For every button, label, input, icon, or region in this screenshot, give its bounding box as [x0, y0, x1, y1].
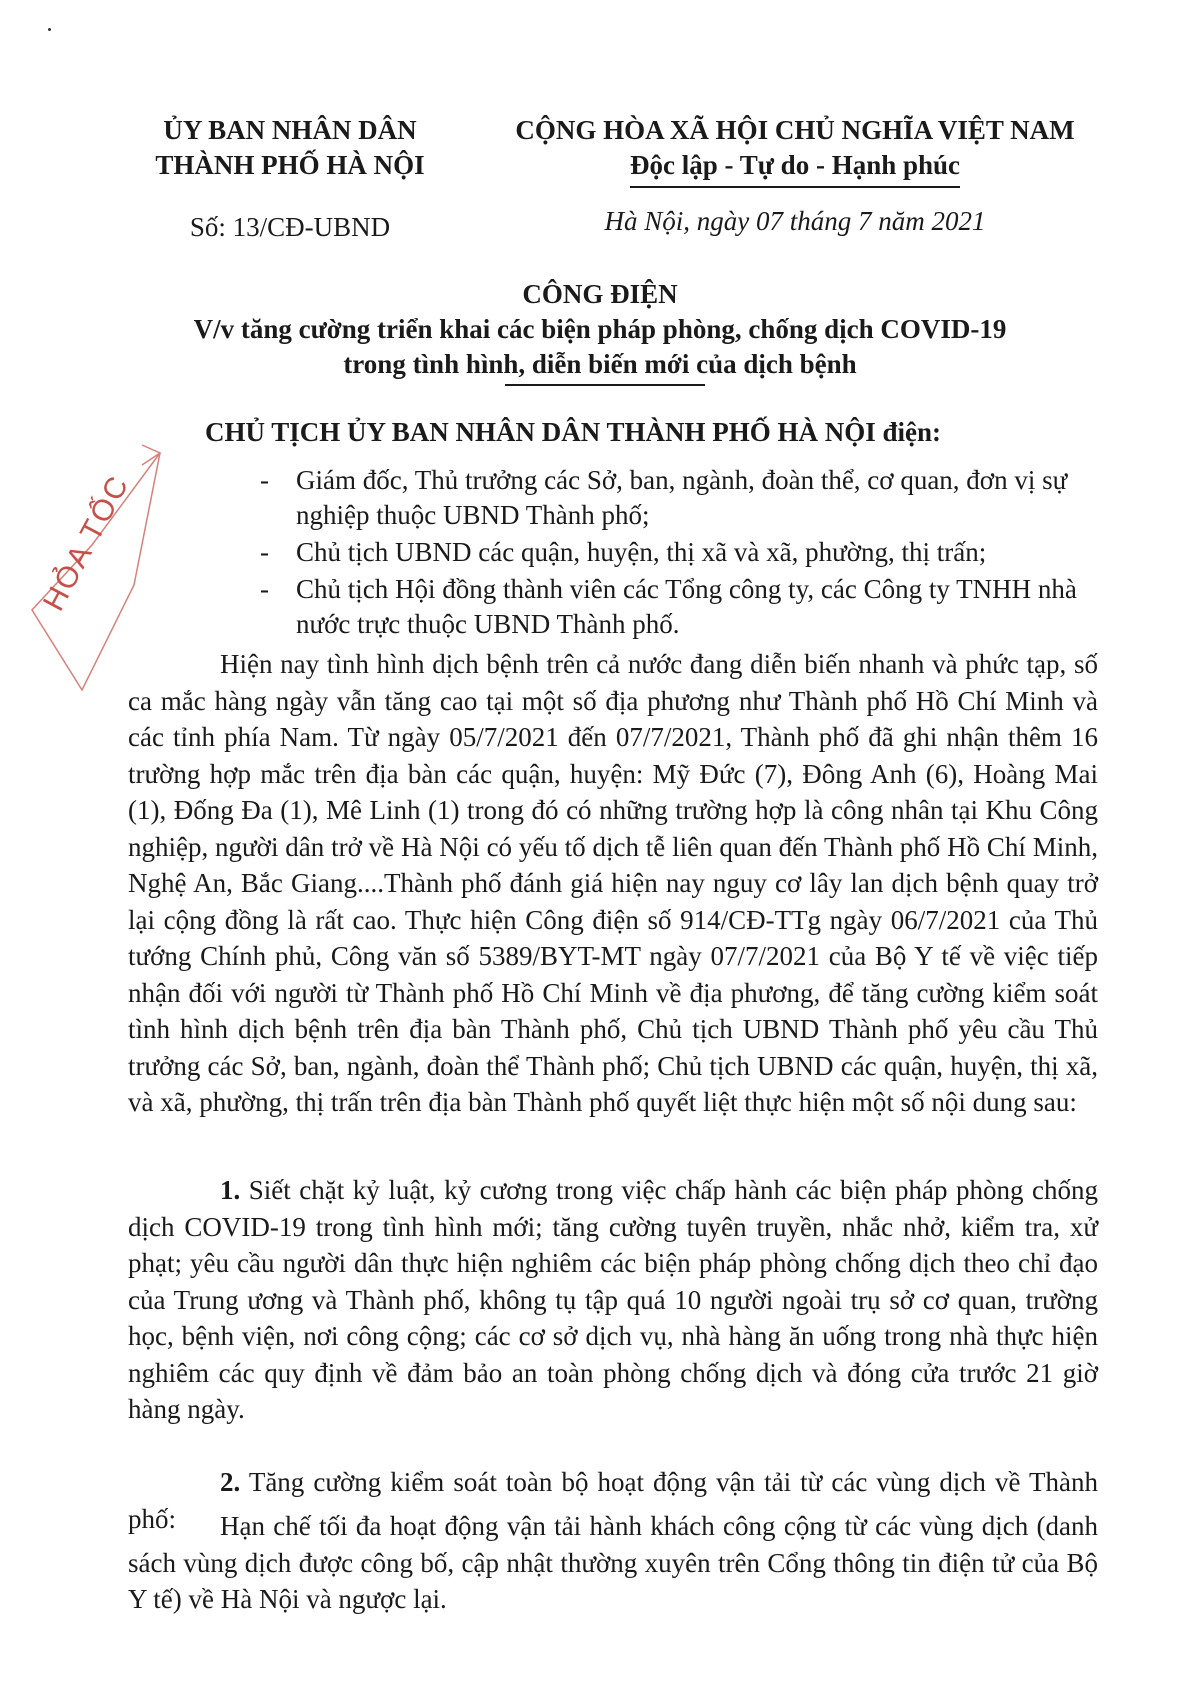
document-type: CÔNG ĐIỆN	[522, 279, 678, 309]
national-header	[495, 113, 1095, 188]
directive-1	[128, 1172, 1098, 1428]
directive-2-text: Tăng cường kiểm soát toàn bộ hoạt động vận tải từ các vùng dịch về Thành phố:	[128, 1467, 1099, 1534]
authority-line-1: ỦY BAN NHÂN DÂN	[163, 115, 417, 145]
national-motto: Độc lập - Tự do - Hạnh phúc	[630, 148, 960, 188]
directive-1-number: 1.	[220, 1175, 241, 1205]
nation-name: CỘNG HÒA XÃ HỘI CHỦ NGHĨA VIỆT NAM	[515, 115, 1075, 145]
issuing-authority	[140, 113, 440, 183]
title-underline	[505, 384, 705, 386]
document-dateline: Hà Nội, ngày 07 tháng 7 năm 2021	[604, 206, 986, 236]
addressee-line: CHỦ TỊCH ỦY BAN NHÂN DÂN THÀNH PHỐ HÀ NỘI điện:	[205, 417, 942, 447]
stamp-text: HỎA TỐC	[37, 469, 136, 617]
recipient-list	[258, 463, 1128, 644]
directive-2-detail: Hạn chế tối đa hoạt động vận tải hành khách công cộng từ các vùng dịch (danh sách vùng dịch được công bố, cập nhật thường xuyên trên Cổng thông tin điện tử của Bộ Y tế) về Hà Nội và ngược lại.	[128, 1511, 1098, 1614]
recipient-item: - Chủ tịch UBND các quận, huyện, thị xã và xã, phường, thị trấn;	[258, 535, 1128, 570]
recipient-item: - Giám đốc, Thủ trưởng các Sở, ban, ngành, đoàn thể, cơ quan, đơn vị sự nghiệp thuộc UBND Thành phố;	[258, 463, 1128, 533]
document-number: Số: 13/CĐ-UBND	[189, 212, 391, 242]
scan-speck	[48, 28, 51, 31]
directive-1-text: Siết chặt kỷ luật, kỷ cương trong việc chấp hành các biện pháp phòng chống dịch COVID-19 trong tình hình mới; tăng cường tuyên truyền, nhắc nhở, kiểm tra, xử phạt; yêu cầu người dân thực hiện nghiêm các biện pháp phòng chống dịch theo chỉ đạo của Trung ương và Thành phố, không tụ tập quá 10 người ngoài trụ sở cơ quan, trường học, bệnh viện, nơi công cộng; các cơ sở dịch vụ, nhà hàng ăn uống trong nhà thực hiện nghiêm các quy định về đảm bảo an toàn phòng chống dịch và đóng cửa trước 21 giờ hàng ngày.	[128, 1175, 1098, 1424]
intro-paragraph: Hiện nay tình hình dịch bệnh trên cả nước đang diễn biến nhanh và phức tạp, số ca mắc hàng ngày vẫn tăng cao tại một số địa phương như Thành phố Hồ Chí Minh và các tỉnh phía Nam. Từ ngày 05/7/2021 đến 07/7/2021, Thành phố đã ghi nhận thêm 16 trường hợp mắc trên địa bàn các quận, huyện: Mỹ Đức (7), Đông Anh (6), Hoàng Mai (1), Đống Đa (1), Mê Linh (1) trong đó có những trường hợp là công nhân tại Khu Công nghiệp, người dân trở về Hà Nội có yếu tố dịch tễ liên quan đến Thành phố Hồ Chí Minh, Nghệ An, Bắc Giang....Thành phố đánh giá hiện nay nguy cơ lây lan dịch bệnh quay trở lại cộng đồng là rất cao. Thực hiện Công điện số 914/CĐ-TTg ngày 06/7/2021 của Thủ tướng Chính phủ, Công văn số 5389/BYT-MT ngày 07/7/2021 của Bộ Y tế về việc tiếp nhận đối với người từ Thành phố Hồ Chí Minh về địa phương, để tăng cường kiểm soát tình hình dịch bệnh trên địa bàn Thành phố, Chủ tịch UBND Thành phố yêu cầu Thủ trưởng các Sở, ban, ngành, đoàn thể Thành phố; Chủ tịch UBND các quận, huyện, thị xã, và xã, phường, thị trấn trên địa bàn Thành phố quyết liệt thực hiện một số nội dung sau:	[128, 649, 1098, 1117]
subject-line-2: trong tình hình, diễn biến mới của dịch bệnh	[343, 349, 857, 379]
recipient-item: - Chủ tịch Hội đồng thành viên các Tổng công ty, các Công ty TNHH nhà nước trực thuộc UBND Thành phố.	[258, 572, 1128, 642]
directive-2-number: 2.	[220, 1467, 241, 1497]
authority-line-2: THÀNH PHỐ HÀ NỘI	[155, 150, 425, 180]
subject-line-1: V/v tăng cường triển khai các biện pháp phòng, chống dịch COVID-19	[193, 314, 1007, 344]
document-title-block	[100, 277, 1100, 382]
